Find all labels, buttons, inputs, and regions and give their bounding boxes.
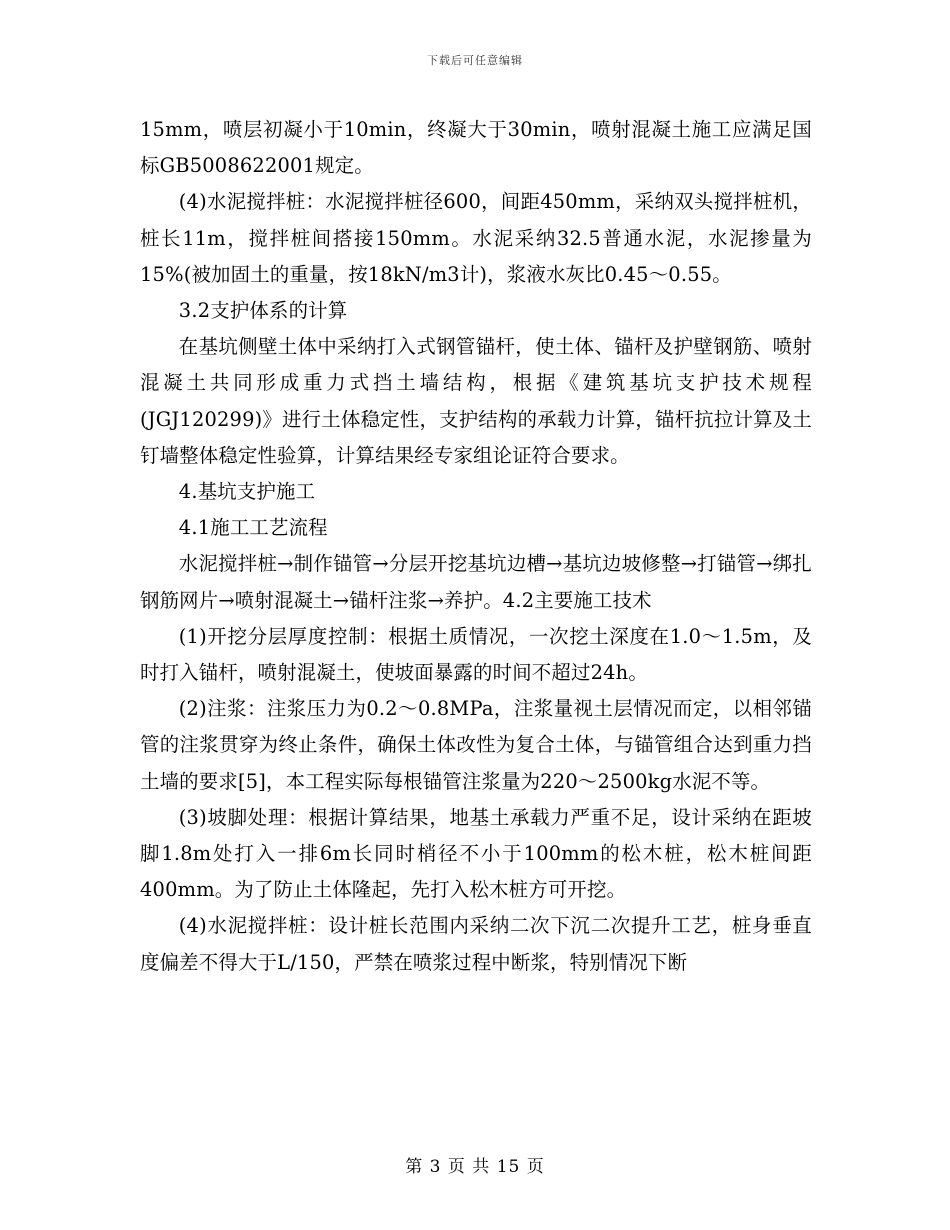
section-heading-4-1: 4.1施工工艺流程: [178, 516, 328, 540]
page-header: 下载后可任意编辑: [427, 54, 523, 67]
section-heading-4: 4.基坑支护施工: [178, 480, 316, 504]
paragraph-2: (4)水泥搅拌桩：水泥搅拌桩径600，间距450mm，采纳双头搅拌桩机，桩长11m，搅拌桩间搭接150mm。水泥采纳32.5普通水泥，水泥掺量为15%(被加固土的重量，按18kN/m3计)，浆液水灰比0.45～0.55。: [140, 190, 812, 286]
paragraph-11: (4)水泥搅拌桩：设计桩长范围内采纳二次下沉二次提升工艺，桩身垂直度偏差不得大于L/150，严禁在喷浆过程中断浆，特别情况下断: [140, 914, 812, 974]
paragraph-8: (1)开挖分层厚度控制：根据土质情况，一次挖土深度在1.0～1.5m，及时打入锚杆，喷射混凝土，使坡面暴露的时间不超过24h。: [140, 624, 812, 685]
section-heading-3-2: 3.2支护体系的计算: [178, 299, 348, 323]
paragraph-10: (3)坡脚处理：根据计算结果，地基土承载力严重不足，设计采纳在距坡脚1.8m处打入一排6m长同时梢径不小于100mm的松木桩，松木桩间距400mm。为了防止土体隆起，先打入松木桩方可开挖。: [140, 805, 812, 902]
paragraph-7: 水泥搅拌桩→制作锚管→分层开挖基坑边槽→基坑边坡修整→打锚管→绑扎钢筋网片→喷射混凝土→锚杆注浆→养护。4.2主要施工技术: [140, 552, 812, 612]
paragraph-4: 在基坑侧壁土体中采纳打入式钢管锚杆，使土体、锚杆及护壁钢筋、喷射混凝土共同形成重力式挡土墙结构，根据《建筑基坑支护技术规程(JGJ120299)》进行土体稳定性，支护结构的承载力计算，锚杆抗拉计算及土钉墙整体稳定性验算，计算结果经专家组论证符合要求。: [140, 335, 812, 467]
paragraph-1: 15mm，喷层初凝小于10min，终凝大于30min，喷射混凝土施工应满足国标GB5008622001规定。: [140, 118, 812, 178]
paragraph-9: (2)注浆：注浆压力为0.2～0.8MPa，注浆量视土层情况而定，以相邻锚管的注浆贯穿为终止条件，确保土体改性为复合土体，与锚管组合达到重力挡土墙的要求[5]，本工程实际每根锚管注浆量为220～2500kg水泥不等。: [140, 697, 812, 793]
page-number-footer: 第 3 页 共 15 页: [405, 1157, 545, 1177]
document-body: [140, 112, 812, 981]
